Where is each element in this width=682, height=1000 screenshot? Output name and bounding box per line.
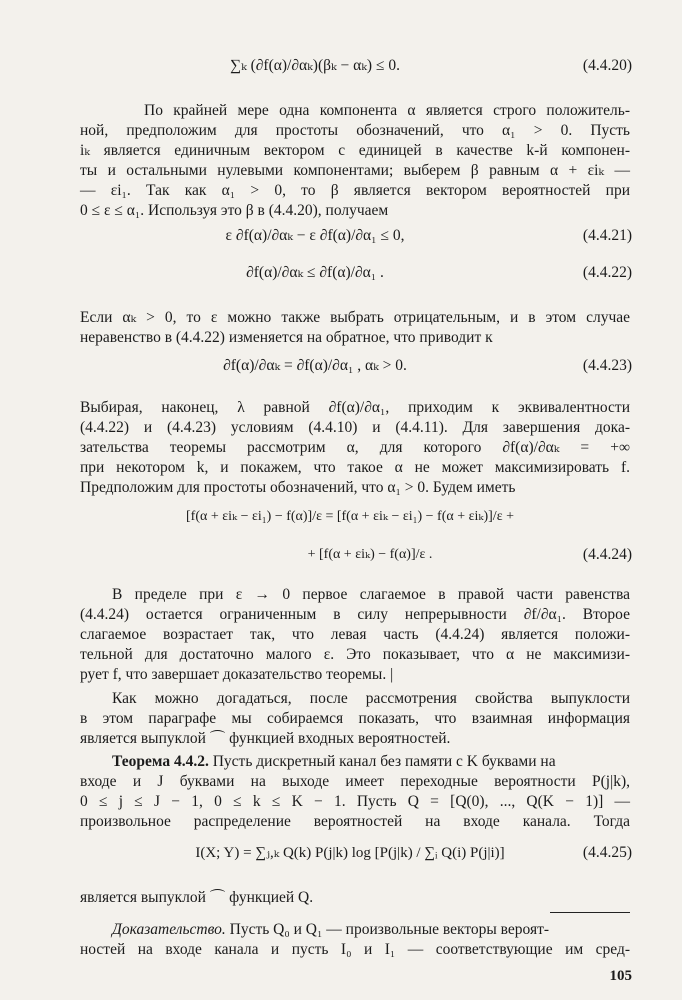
equation-4-4-24-line2: + [f(α + εiₖ) − f(α)]/ε . — [307, 547, 433, 562]
text-line: слагаемое возрастает так, что левая часть (4.4.24) является положи- — [80, 626, 630, 643]
text-line: Как можно догадаться, после рассмотрения свойства выпуклости — [112, 690, 630, 707]
text-line: Предположим для простоты обозначений, что α₁ > 0. Будем иметь — [80, 479, 516, 496]
text-line: 0 ≤ j ≤ J − 1, 0 ≤ k ≤ K − 1. Пусть Q = [Q(0), ..., Q(K − 1)] — — [80, 793, 630, 810]
equation-number: (4.4.23) — [582, 357, 632, 374]
equation-number: (4.4.24) — [582, 546, 632, 563]
text-line: — εi₁. Так как α₁ > 0, то β является вектором вероятностей при — [80, 182, 630, 199]
text-line: По крайней мере одна компонента α является строго положитель- — [144, 102, 630, 119]
text-line: входе и J буквами на выходе имеет переходные вероятности P(j|k), — [80, 773, 630, 790]
text-line: неравенство в (4.4.22) изменяется на обратное, что приводит к — [80, 329, 493, 346]
proof-first-line — [112, 920, 630, 940]
theorem-first-line — [112, 752, 630, 772]
text-line: ностей на входе канала и пусть I₀ и I₁ — соответствующие им сред- — [80, 941, 630, 958]
equation-number: (4.4.22) — [582, 264, 632, 281]
text-line: ной, предположим для простоты обозначений, что α₁ > 0. Пусть — [80, 122, 630, 139]
text-line: является выпуклой ⌒ функцией входных вероятностей. — [80, 730, 451, 747]
equation-number: (4.4.25) — [582, 844, 632, 861]
text-line: ты и остальными нулевыми компонентами; выберем β равным α + εiₖ — — [80, 162, 630, 179]
equation-number: (4.4.21) — [582, 227, 632, 244]
text-line: в этом параграфе мы собираемся показать, что взаимная информация — [80, 710, 630, 727]
text-line: является выпуклой ⌒ функцией Q. — [80, 889, 314, 906]
text-line: при некотором k, и покажем, что такое α не может максимизировать f. — [80, 459, 630, 476]
text-line: Пусть Q₀ и Q₁ — произвольные векторы вероят- — [229, 921, 550, 938]
text-line: Выбирая, наконец, λ равной ∂f(α)/∂α₁, приходим к эквивалентности — [80, 399, 630, 416]
equation-number: (4.4.20) — [582, 57, 632, 74]
footnote-rule — [550, 912, 630, 913]
text-line: тельной для достаточно малого ε. Это показывает, что α не максимизи- — [80, 646, 630, 663]
text-line: 0 ≤ ε ≤ α₁. Используя это β в (4.4.20), получаем — [80, 202, 389, 219]
equation-4-4-20: ∑ₖ (∂f(α)/∂αₖ)(βₖ − αₖ) ≤ 0. — [230, 57, 400, 74]
equation-4-4-21: ε ∂f(α)/∂αₖ − ε ∂f(α)/∂α₁ ≤ 0, — [225, 227, 405, 244]
equation-4-4-23: ∂f(α)/∂αₖ = ∂f(α)/∂α₁ , αₖ > 0. — [223, 357, 407, 374]
page-number: 105 — [609, 968, 632, 984]
text-line: (4.4.24) остается ограниченным в силу непрерывности ∂f/∂α₁. Второе — [80, 606, 630, 623]
theorem-label: Теорема 4.4.2. — [112, 753, 209, 770]
equation-4-4-25: I(X; Y) = ∑ⱼ,ₖ Q(k) P(j|k) log [P(j|k) / ∑ᵢ Q(i) P(j|i)] — [195, 845, 505, 861]
text-line: (4.4.22) и (4.4.23) условиям (4.4.10) и (4.4.11). Для завершения дока- — [80, 419, 630, 436]
equation-4-4-22: ∂f(α)/∂αₖ ≤ ∂f(α)/∂α₁ . — [246, 264, 384, 281]
text-line: Если αₖ > 0, то ε можно также выбрать отрицательным, и в этом случае — [80, 309, 630, 326]
text-line: произвольное распределение вероятностей на входе канала. Тогда — [80, 813, 630, 830]
text-line: iₖ является единичным вектором с единицей в качестве k-й компонен- — [80, 142, 630, 159]
text-line: рует f, что завершает доказательство теоремы. | — [80, 666, 394, 683]
text-line: В пределе при ε → 0 первое слагаемое в правой части равенства — [112, 586, 630, 603]
text-line: зательства теоремы рассмотрим α, для которого ∂f(α)/∂αₖ = +∞ — [80, 439, 630, 456]
text-line: Пусть дискретный канал без памяти с K буквами на — [212, 753, 556, 770]
proof-label: Доказательство. — [112, 921, 226, 938]
equation-4-4-24-line1: [f(α + εiₖ − εi₁) − f(α)]/ε = [f(α + εiₖ − εi₁) − f(α + εiₖ)]/ε + — [186, 509, 514, 524]
